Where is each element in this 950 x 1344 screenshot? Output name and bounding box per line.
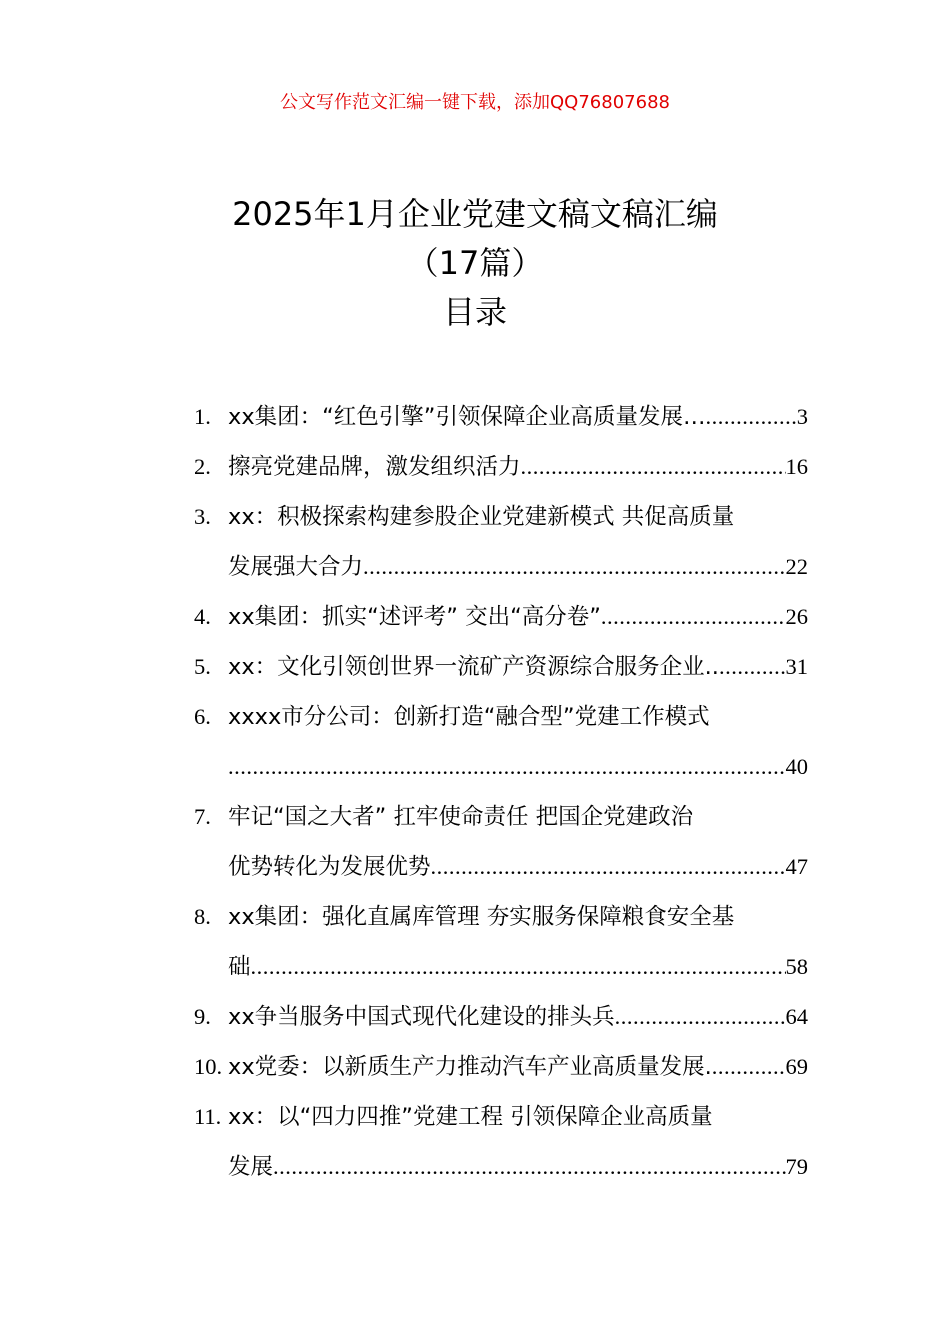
toc-entry-title: xx集团：强化直属库管理 夯实服务保障粮食安全基 bbox=[228, 904, 735, 930]
toc-entry-number: 9. bbox=[194, 1004, 211, 1029]
toc-entry-page: 64 bbox=[785, 1004, 808, 1029]
toc-entry-title: xx：以“四力四推”党建工程 引领保障企业高质量 bbox=[228, 1104, 713, 1130]
toc-entry[interactable] bbox=[194, 492, 808, 542]
toc-entry-leader bbox=[431, 842, 786, 892]
toc-entry[interactable] bbox=[194, 742, 808, 792]
toc-entry-leader bbox=[363, 542, 785, 592]
toc-entry-title: 发展 bbox=[228, 1154, 274, 1180]
toc-entry-number: 2. bbox=[194, 454, 211, 479]
toc-entry-leader bbox=[228, 742, 786, 792]
toc-entry-title: 优势转化为发展优势 bbox=[228, 854, 431, 880]
toc-entry-page: 3 bbox=[796, 404, 808, 429]
toc-entry-leader bbox=[705, 392, 796, 442]
toc-entry[interactable] bbox=[194, 942, 808, 992]
toc-entry-title: xx：积极探索构建参股企业党建新模式 共促高质量 bbox=[228, 504, 735, 530]
toc-entry-title: xx：文化引领创世界一流矿产资源综合服务企业.. bbox=[228, 654, 719, 680]
toc-entry-leader bbox=[521, 442, 786, 492]
toc-entry-leader bbox=[712, 1042, 786, 1092]
toc-heading: 目录 bbox=[442, 293, 507, 331]
toc-entry-number: 11. bbox=[194, 1104, 222, 1129]
promo-banner[interactable]: 公文写作范文汇编一键下载，添加QQ76807688 bbox=[280, 92, 670, 113]
toc-entry-number: 10. bbox=[194, 1054, 223, 1079]
toc-entry-page: 26 bbox=[785, 604, 808, 629]
toc-entry[interactable] bbox=[194, 1142, 808, 1192]
toc-entry-page: 22 bbox=[785, 554, 808, 579]
toc-entry-leader bbox=[251, 942, 786, 992]
toc-entry-page: 31 bbox=[785, 654, 808, 679]
toc-entry[interactable] bbox=[194, 592, 808, 642]
toc-entry-page: 58 bbox=[785, 954, 808, 979]
toc-entry-title: xxxx市分公司：创新打造“融合型”党建工作模式 bbox=[228, 704, 710, 730]
toc-entry-title: 础 bbox=[228, 954, 251, 980]
toc-entry-number: 3. bbox=[194, 504, 211, 529]
toc-entry-title: xx争当服务中国式现代化建设的排头兵 bbox=[228, 1004, 615, 1030]
toc-entry-title: 发展强大合力 bbox=[228, 554, 364, 580]
toc-entry-page: 47 bbox=[785, 854, 808, 879]
toc-entry-number: 7. bbox=[194, 804, 211, 829]
toc-entry-title: 擦亮党建品牌，激发组织活力 bbox=[228, 454, 521, 480]
toc-entry-page: 79 bbox=[785, 1154, 808, 1179]
toc-entry[interactable] bbox=[194, 392, 808, 442]
toc-entry-number: 1. bbox=[194, 404, 211, 429]
toc-entry-leader bbox=[601, 592, 786, 642]
table-of-contents bbox=[194, 392, 808, 1192]
document-subtitle: （17篇） bbox=[406, 244, 544, 282]
toc-entry[interactable] bbox=[194, 992, 808, 1042]
toc-entry[interactable] bbox=[194, 1092, 808, 1142]
toc-entry[interactable] bbox=[194, 642, 808, 692]
toc-entry[interactable] bbox=[194, 542, 808, 592]
toc-entry-title: xx集团：抓实“述评考” 交出“高分卷” bbox=[228, 604, 601, 630]
toc-entry-page: 69 bbox=[785, 1054, 808, 1079]
toc-entry-number: 8. bbox=[194, 904, 211, 929]
toc-entry[interactable] bbox=[194, 792, 808, 842]
toc-entry-leader bbox=[615, 992, 786, 1042]
toc-entry-number: 4. bbox=[194, 604, 211, 629]
toc-entry-leader bbox=[273, 1142, 785, 1192]
toc-entry-leader bbox=[719, 642, 786, 692]
toc-entry[interactable] bbox=[194, 1042, 808, 1092]
toc-entry-title: xx党委：以新质生产力推动汽车产业高质量发展. bbox=[228, 1054, 712, 1080]
toc-entry[interactable] bbox=[194, 692, 808, 742]
toc-entry[interactable] bbox=[194, 442, 808, 492]
toc-entry[interactable] bbox=[194, 892, 808, 942]
document-title: 2025年1月企业党建文稿文稿汇编 bbox=[232, 195, 718, 233]
toc-entry-number: 6. bbox=[194, 704, 211, 729]
toc-entry-page: 40 bbox=[785, 754, 808, 779]
toc-entry[interactable] bbox=[194, 842, 808, 892]
toc-entry-title: 牢记“国之大者” 扛牢使命责任 把国企党建政治 bbox=[228, 804, 694, 830]
toc-entry-number: 5. bbox=[194, 654, 211, 679]
toc-entry-page: 16 bbox=[785, 454, 808, 479]
toc-entry-title: xx集团：“红色引擎”引领保障企业高质量发展… bbox=[228, 404, 706, 430]
